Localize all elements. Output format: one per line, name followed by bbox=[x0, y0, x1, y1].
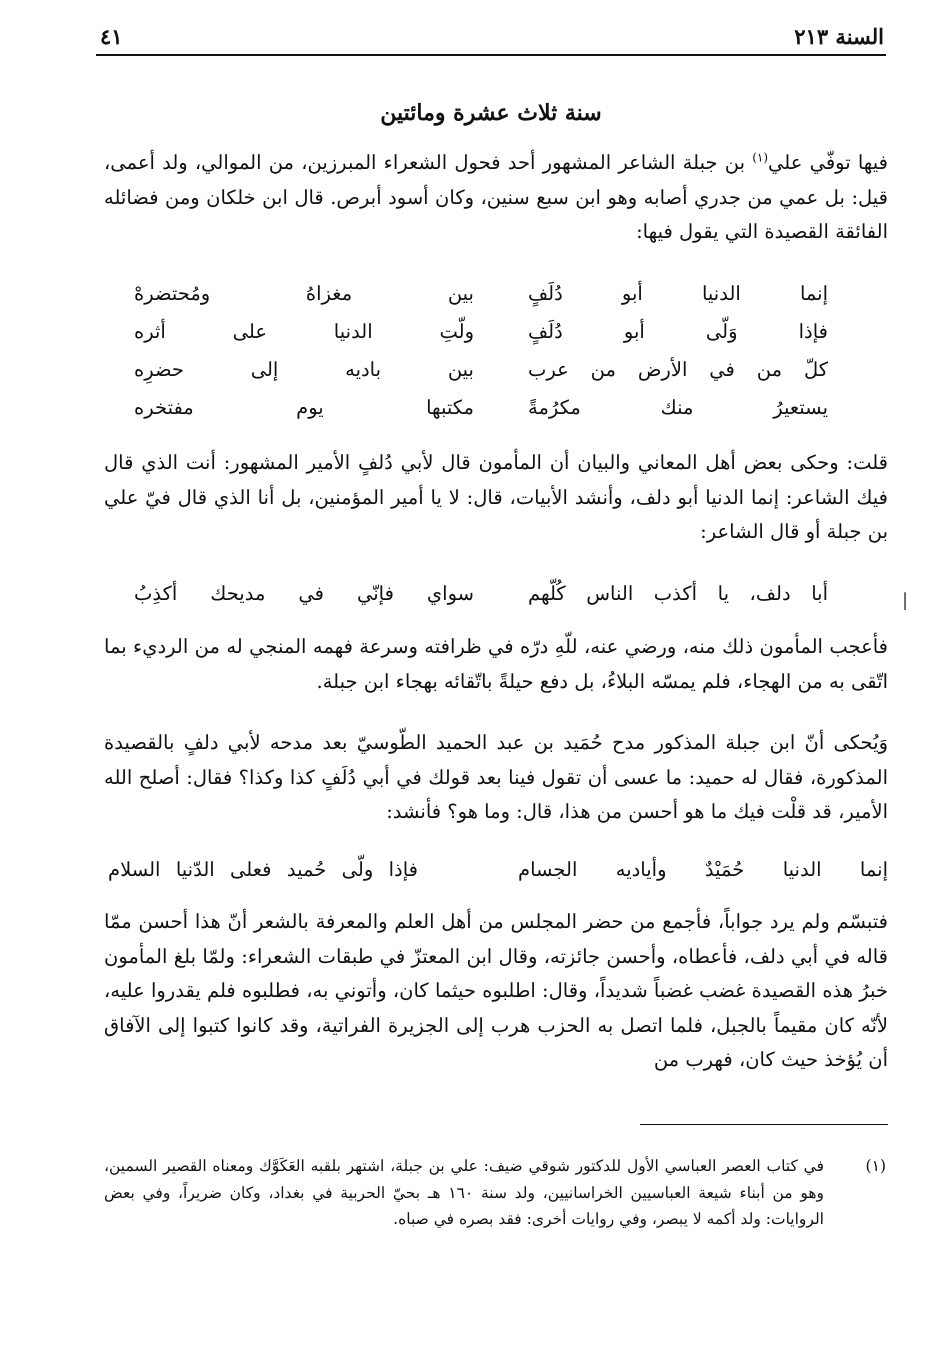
poem-1-verse-3 bbox=[104, 358, 888, 392]
running-header bbox=[96, 18, 886, 56]
poem-3-verse bbox=[104, 858, 888, 892]
margin-mark: | bbox=[902, 590, 909, 611]
paragraph-3: فأعجب المأمون ذلك منه، ورضي عنه، للّهِ درّه في ظرافته وسرعة فهمه المنجي له من الرديء بما اتّقى به من الهجاء، فلم يمسّه البلاءُ، بل دفع حيلةً باتّقائه بهجاء ابن جبلة. bbox=[104, 635, 888, 693]
verse-second-half: بين باديه إلى حضرِه bbox=[134, 358, 474, 381]
paragraph-2: قلت: وحكى بعض أهل المعاني والبيان أن المأمون قال لأبي دُلفٍ الأمير المشهور: أنت الذي قال فيك الشاعر: إنما الدنيا أبو دلف، وأنشد الأبيات، قال: لا يا أمير المؤمنين، بل أنا الذي قال فيّ علي بن جبلة أو قال الشاعر: bbox=[104, 451, 888, 543]
poem-2-verse bbox=[104, 582, 888, 616]
verse-first-half: كلّ من في الأرض من عرب bbox=[528, 358, 828, 381]
footnote-text: في كتاب العصر العباسي الأول للدكتور شوقي ضيف: علي بن جبلة، اشتهر بلقبه العَكَوَّك ومعناه القصير السمين، وهو من أبناء شيعة العباسيين الخراسانيين، ولد سنة ١٦٠ هـ بحيّ الحربية في بغداد، وكان ضريراً، وفي بعض الروايات: ولد أكمه لا يبصر، وفي روايات أخرى: فقد بصره في صباه. bbox=[104, 1157, 824, 1228]
page-number: ٤١ bbox=[100, 24, 123, 49]
verse-first-half: يستعيرُ منك مكرُمةً bbox=[528, 396, 828, 419]
poem-1-verse-1 bbox=[104, 282, 888, 316]
paragraph-4: وَيُحكى أنّ ابن جبلة المذكور مدح حُمَيد بن عبد الحميد الطّوسيّ بعد مدحه لأبي دلفٍ بالقصيدة المذكورة، فقال له حميد: ما عسى أن تقول فينا بعد قولك في أبي دُلَفٍ كذا وكذا؟ فقال: أصلح الله الأمير، قد قلْت فيك ما هو أحسن من هذا، قال: وما هو؟ فأنشد: bbox=[104, 731, 888, 823]
footnote-reference[interactable]: (١) bbox=[752, 150, 769, 165]
verse-first-half: إنما الدنيا أبو دُلَفٍ bbox=[528, 282, 828, 305]
section-heading: سنة ثلاث عشرة ومائتين bbox=[380, 100, 602, 126]
paragraph-1 bbox=[104, 146, 888, 250]
header-year-title: السنة ٢١٣ bbox=[794, 24, 884, 49]
verse-first-half: إنما الدنيا حُمَيْدٌ وأياديه الجسام bbox=[518, 858, 888, 881]
verse-second-half: مكتبها يوم مفتخره bbox=[134, 396, 474, 419]
poem-1-verse-4 bbox=[104, 396, 888, 430]
footnote-divider bbox=[640, 1124, 888, 1125]
verse-first-half: أبا دلف، يا أكذب الناس كُلّهم bbox=[528, 582, 828, 605]
paragraph-1-start: فيها توفّي علي bbox=[768, 151, 889, 174]
verse-second-half: بين مغزاهُ ومُحتضرهْ bbox=[134, 282, 474, 305]
verse-second-half: سواي فإنّي في مديحك أكذِبُ bbox=[134, 582, 474, 605]
paragraph-5: فتبسّم ولم يرد جواباً، فأجمع من حضر المجلس من أهل العلم والمعرفة بالشعر أنّ هذا أحسن ممّا قاله في أبي دلف، فأعطاه، وأحسن جائزته، وقال ابن المعتزّ في طبقات الشعراء: ولمّا بلغ المأمون خبرُ هذه القصيدة غضب غضباً شديداً، وقال: اطلبوه حيثما كان، وأتوني به، فطلبوه فلم يقدروا عليه، لأنّه كان مقيماً بالجبل، فلما اتصل به الحزب هرب إلى الجزيرة الفراتية، وقد كانوا كتبوا إلى الآفاق أن يُؤخذ حيث كان، فهرب من bbox=[104, 910, 888, 1071]
poem-1-verse-2 bbox=[104, 320, 888, 354]
paragraph-1-rest: بن جبلة الشاعر المشهور أحد فحول الشعراء المبرزين، من الموالي، ولد أعمى، قيل: بل عمي من جدري أصابه وهو ابن سبع سنين، وكان أسود أبرص. قال ابن خلكان ومن فضائله الفائقة القصيدة التي يقول فيها: bbox=[104, 151, 888, 243]
verse-first-half: فإذا وَلّى أبو دُلَفٍ bbox=[528, 320, 828, 343]
verse-second-half: ولّتِ الدنيا على أثره bbox=[134, 320, 474, 343]
verse-second-half: فإذا ولّى حُميد فعلى الدّنيا السلام bbox=[108, 858, 418, 881]
footnote-number: (١) bbox=[865, 1157, 886, 1175]
